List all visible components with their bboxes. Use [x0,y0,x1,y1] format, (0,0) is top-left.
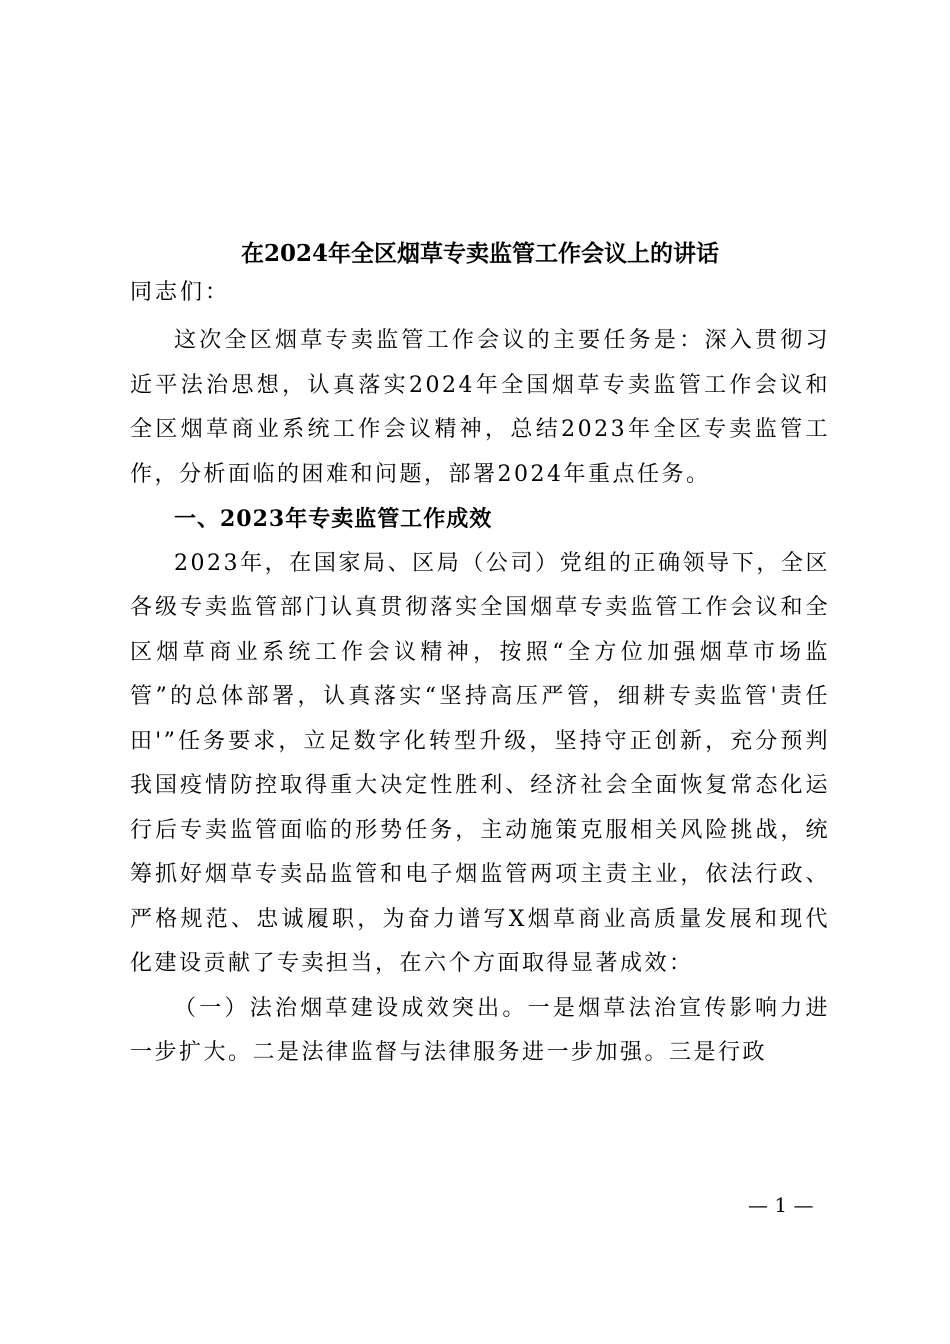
subsection-1-text: 一是烟草法治宣传影响力进一步扩大。二是法律监督与法律服务进一步加强。三是行政 [130,995,830,1065]
page-number-text: — 1 — [748,1193,814,1217]
subsection-1-label: （一）法治烟草建设成效突出。 [174,995,528,1021]
salutation: 同志们： [130,280,231,305]
section-heading-1: 一、2023年专卖监管工作成效 [174,506,493,532]
section-1-paragraph: 2023年，在国家局、区局（公司）党组的正确领导下，全区各级专卖监管部门认真贯彻落实全国烟草专卖监管工作会议和全区烟草商业系统工作会议精神，按照“全方位加强烟草市场监管”的总体部署，认真落实“坚持高压严管，细耕专卖监管'责任田'”任务要求，立足数字化转型升级，坚持守正创新，充分预判我国疫情防控取得重大决定性胜利、经济社会全面恢复常态化运行后专卖监管面临的形势任务，主动施策克服相关风险挑战，统筹抓好烟草专卖品监管和电子烟监管两项主责主业，依法行政、严格规范、忠诚履职，为奋力谱写X烟草商业高质量发展和现代化建设贡献了专卖担当，在六个方面取得显著成效： [130,550,830,976]
subsection-1-paragraph [130,987,830,1076]
document-body [130,233,830,1076]
intro-paragraph: 这次全区烟草专卖监管工作会议的主要任务是：深入贯彻习近平法治思想，认真落实2024年全国烟草专卖监管工作会议和全区烟草商业系统工作会议精神，总结2023年全区专卖监管工作，分析面临的困难和问题，部署2024年重点任务。 [130,328,830,487]
document-title: 在2024年全区烟草专卖监管工作会议上的讲话 [240,240,719,267]
